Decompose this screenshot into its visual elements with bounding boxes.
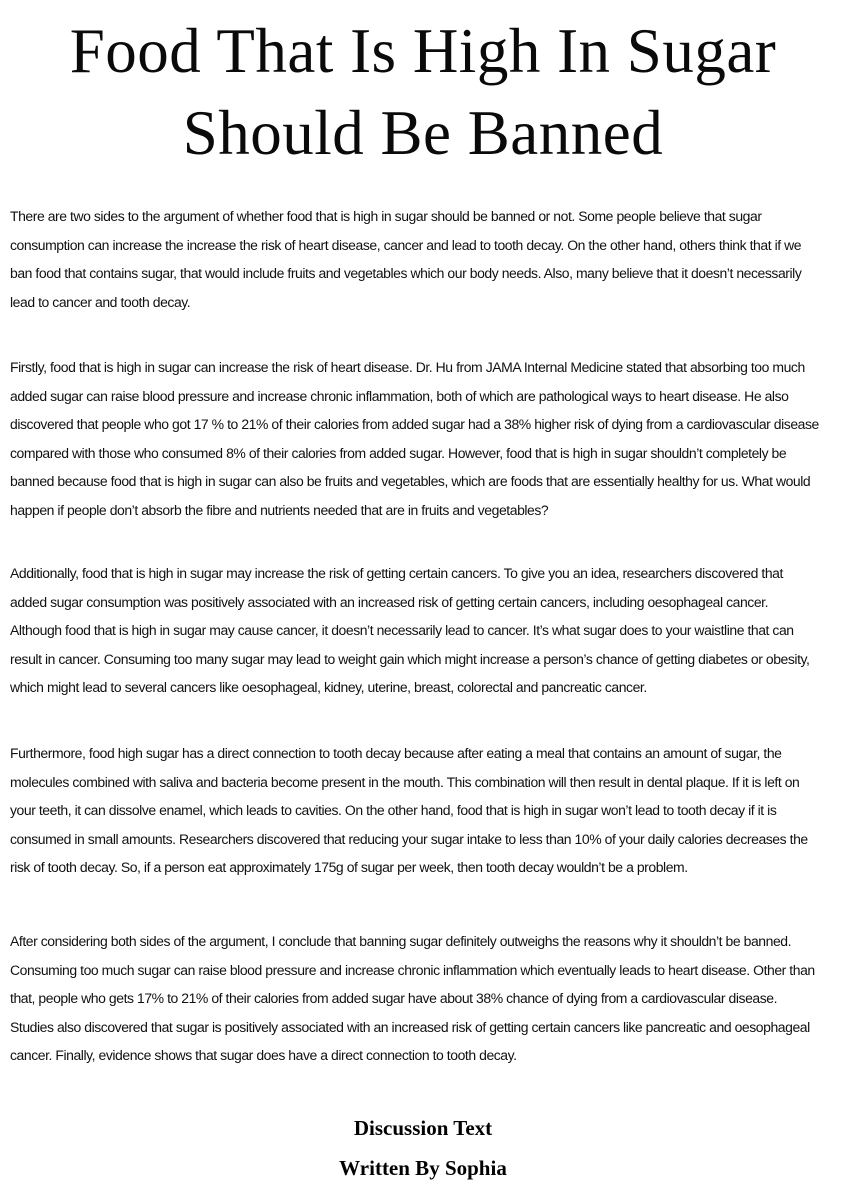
paragraph-conclusion: After considering both sides of the argument, I conclude that banning sugar definitely outweighs the reasons why it shouldn’t be banned. Consuming too much sugar can raise blood pressure and increase chronic inflammation which eventually leads to heart disease. Other than that, people who gets 17% to 21% of their calories from added sugar have about 38% chance of dying from a cardiovascular disease. Studies also discovered that sugar is positively associated with an increased risk of getting certain cancers like pancreatic and oesophageal cancer. Finally, evidence shows that sugar does have a direct connection to tooth decay.	[10, 934, 815, 1064]
paragraph-introduction: There are two sides to the argument of whether food that is high in sugar should be banned or not. Some people believe that sugar consumption can increase the increase the risk of heart disease, cancer and lead to tooth decay. On the other hand, others think that if we ban food that contains sugar, that would include fruits and vegetables which our body needs. Also, many believe that it doesn’t necessarily lead to cancer and tooth decay.	[10, 209, 802, 311]
document-title: Food That Is High In Sugar Should Be Banned	[69, 16, 777, 168]
footer-author: Written By Sophia	[339, 1156, 507, 1180]
footer-text-type: Discussion Text	[353, 1116, 493, 1140]
paragraph-heart-disease: Firstly, food that is high in sugar can increase the risk of heart disease. Dr. Hu from JAMA Internal Medicine stated that absorbing too much added sugar can raise blood pressure and increase chronic inflammation, both of which are pathological ways to heart disease. He also discovered that people who got 17 % to 21% of their calories from added sugar had a 38% higher risk of dying from a cardiovascular disease compared with those who consumed 8% of their calories from added sugar. However, food that is high in sugar shouldn’t completely be banned because food that is high in sugar can also be fruits and vegetables, which are foods that are essentially healthy for us. What would happen if people don’t absorb the fibre and nutrients needed that are in fruits and vegetables?	[10, 360, 819, 519]
paragraph-cancer: Additionally, food that is high in sugar may increase the risk of getting certain cancers. To give you an idea, researchers discovered that added sugar consumption was positively associated with an increased risk of getting certain cancers, including oesophageal cancer. Although food that is high in sugar may cause cancer, it doesn’t necessarily lead to cancer. It’s what sugar does to your waistline that can result in cancer. Consuming too many sugar may lead to weight gain which might increase a person’s chance of getting diabetes or obesity, which might lead to several cancers like oesophageal, kidney, uterine, breast, colorectal and pancreatic cancer.	[10, 566, 810, 696]
paragraph-tooth-decay: Furthermore, food high sugar has a direct connection to tooth decay because after eating a meal that contains an amount of sugar, the molecules combined with saliva and bacteria become present in the mouth. This combination will then result in dental plaque. If it is left on your teeth, it can dissolve enamel, which leads to cavities. On the other hand, food that is high in sugar won’t lead to tooth decay if it is consumed in small amounts. Researchers discovered that reducing your sugar intake to less than 10% of your daily calories decreases the risk of tooth decay. So, if a person eat approximately 175g of sugar per week, then tooth decay wouldn’t be a problem.	[10, 746, 808, 876]
